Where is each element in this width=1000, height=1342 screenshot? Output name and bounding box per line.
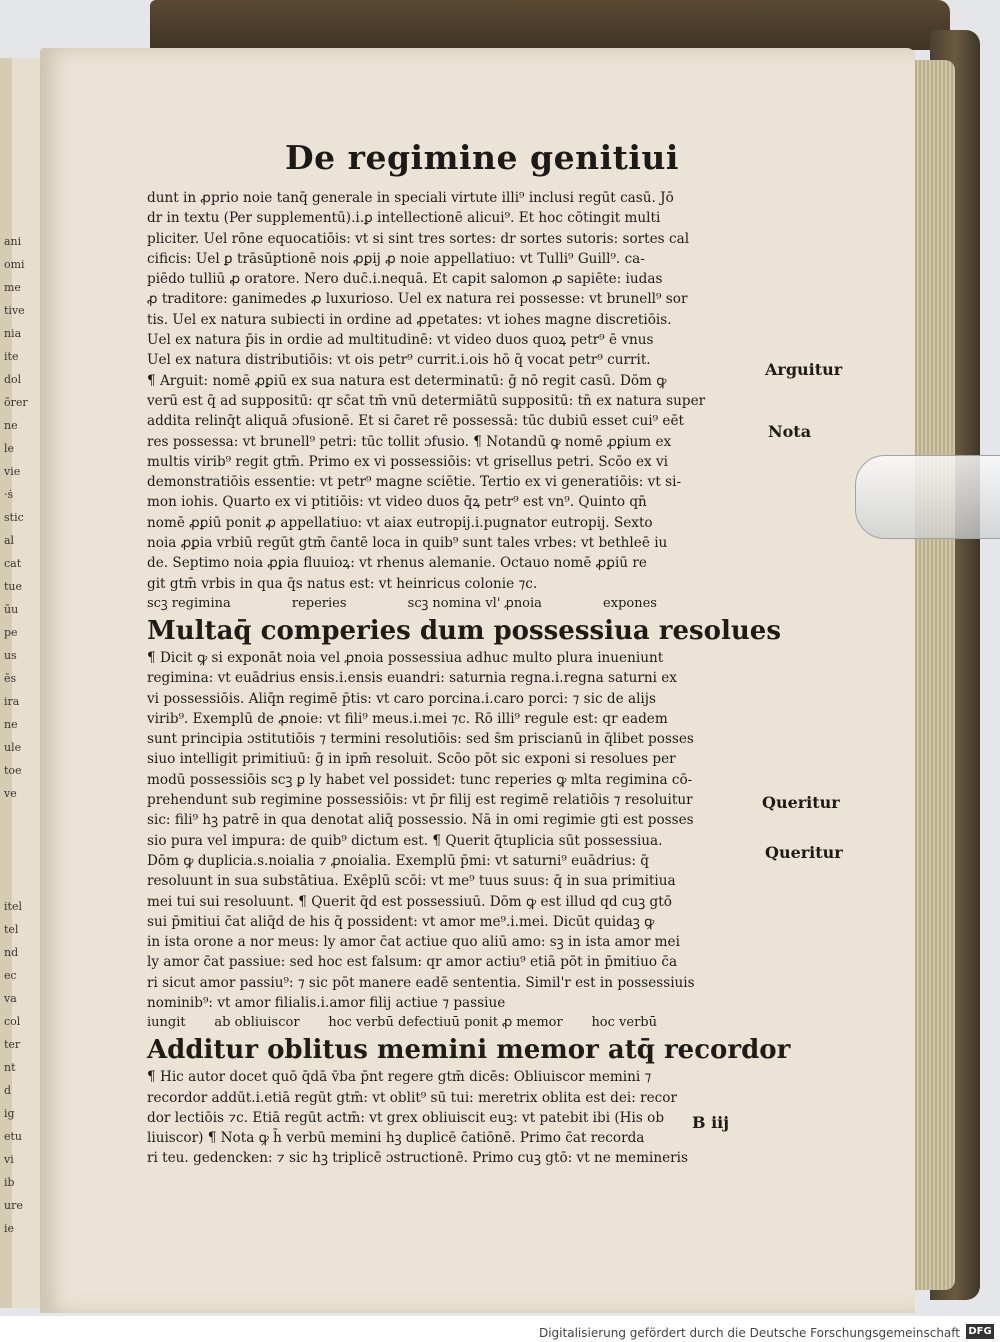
text-line: modū possessiōis scꝫ ꝑ ly habet vel possidet: tunc reperies ꝙ mlta regimina cō- — [147, 771, 693, 788]
text-line: noia ꝓꝑia vrbiū regūt gtm̄ c̄antē loca in quib⁹ sunt tales vrbes: vt bethleē iu — [147, 535, 668, 552]
left-page-fragment: ēs — [4, 672, 17, 685]
text-line: nominib⁹: vt amor filialis.i.amor filij actiue ⁊ passiue — [147, 994, 506, 1011]
left-page-fragment: ōrer — [4, 396, 28, 409]
text-line: mon iohis. Quarto ex vi ptitiōis: vt video duos q̄ꝝ petr⁹ est vn⁹. Quinto qn̄ — [147, 494, 647, 511]
left-page-fragment: tel — [4, 923, 19, 936]
left-page-fragment: ie — [4, 1222, 15, 1235]
left-page-fragment: itel — [4, 900, 22, 913]
signature-mark: B iij — [692, 1113, 730, 1132]
left-page-fragment: toe — [4, 764, 22, 777]
text-line: Dōm ꝙ duplicia.s.noialia ⁊ ꝓnoialia. Exemplū p̄mi: vt saturni⁹ euādrius: q̄ — [147, 852, 649, 869]
commentary-block-2 — [147, 648, 767, 1013]
text-line: sio pura vel impura: de quib⁹ dictum est. ¶ Querit q̄tuplicia sūt possessiua. — [147, 832, 663, 849]
left-page-fragment: ule — [4, 741, 22, 754]
text-line: de. Septimo noia ꝓꝑia fluuioꝝ: vt rhenus alemanie. Octauo nomē ꝓꝑiū re — [147, 555, 647, 572]
gloss-word: expones — [603, 595, 657, 611]
left-page-fragment: ec — [4, 969, 17, 982]
left-page-fragment: d — [4, 1084, 12, 1097]
text-line: ꝓ traditore: ganimedes ꝓ luxurioso. Uel ex natura rei possesse: vt brunell⁹ sor — [147, 291, 688, 308]
left-page-fragment: ig — [4, 1107, 15, 1120]
left-page-fragment: ne — [4, 419, 18, 432]
text-line: ¶ Arguit: nomē ꝓꝑiū ex sua natura est determinatū: ḡ nō regit casū. Dōm ꝙ — [147, 372, 667, 389]
left-page-fragment: tue — [4, 580, 23, 593]
text-line: recordor addūt.i.etiā regūt gtm̄: vt oblit⁹ sū tui: meretrix oblita est dei: recor — [147, 1089, 677, 1106]
left-page-fragment: omi — [4, 258, 25, 271]
gloss-word: ab obliuiscor — [214, 1015, 300, 1031]
text-line: ¶ Hic autor docet quō q̄dā v̄ba p̄nt regere gtm̄ dicēs: Obliuiscor memini ⁊ — [147, 1069, 652, 1086]
text-line: regimina: vt euādrius ensis.i.ensis euandri: saturnia regna.i.regna saturni ex — [147, 670, 677, 687]
text-line: Uel ex natura p̄is in ordie ad multitudinē: vt video duos quoꝝ petr⁹ ē vnus — [147, 332, 654, 349]
text-line: prehendunt sub regimine possessiōis: vt p̄r filij est regimē relatiōis ⁊ resoluitur — [147, 792, 693, 809]
left-page-fragment: ve — [4, 787, 17, 800]
left-page-fragment: al — [4, 534, 15, 547]
text-line: res possessa: vt brunell⁹ petri: tūc tollit ɔfusio. ¶ Notandū ꝙ nomē ꝓꝑium ex — [147, 433, 672, 450]
left-page-fragment: ure — [4, 1199, 23, 1212]
text-line: sui p̄mitiui c̄at aliq̄d de his q̄ possident: vt amor me⁹.i.mei. Dicūt quidaꝫ ꝙ — [147, 913, 655, 930]
dfg-logo: DFG — [966, 1324, 994, 1339]
interlinear-gloss-1 — [147, 594, 767, 614]
left-page-fragments-bottom — [4, 895, 34, 1240]
left-page-fragment: col — [4, 1015, 21, 1028]
marginal-note-queritur-1: Queritur — [762, 793, 840, 812]
text-line: sic: fili⁹ hꝫ patrē in qua denotat aliq̄ possessio. Nā in omi regimie gti est posses — [147, 812, 694, 829]
gloss-word: iungit — [147, 1015, 186, 1031]
left-page-fragment: ne — [4, 718, 18, 731]
text-line: liuiscor) ¶ Nota ꝙ h̄ verbū memini hꝫ duplicē c̄atiōnē. Primo c̄at recorda — [147, 1130, 645, 1147]
main-text-block — [147, 188, 791, 1169]
text-line: in ista orone a nor meus: ly amor c̄at actiue quo aliū amo: sꝫ in ista amor mei — [147, 934, 680, 951]
text-line: verū est q̄ ad suppositū: qr sc̄at tm̄ vnū determiātū suppositū: tn̄ ex natura super — [147, 392, 706, 409]
gloss-word: reperies — [291, 595, 347, 611]
left-page-fragment: nd — [4, 946, 19, 959]
left-page-fragment: nia — [4, 327, 22, 340]
book-binding-top — [150, 0, 950, 50]
text-line: Uel ex natura distributiōis: vt ois petr⁹ currit.i.ois hō q̄ vocat petr⁹ currit. — [147, 352, 651, 369]
text-line: ri sicut amor passiu⁹: ⁊ sic pōt manere eadē sententia. Simil'r est in possessiuis — [147, 974, 695, 991]
text-line: dor lectiōis ⁊c. Etiā regūt actm̄: vt grex obliuiscit euꝫ: vt patebit ibi (His ob — [147, 1109, 665, 1126]
text-line: ly amor c̄at passiue: sed hoc est falsum: qr amor actiu⁹ etiā pōt in p̄mitiuo c̄a — [147, 954, 678, 971]
verse-line-1: Multaq̄ comperies dum possessiua resolues — [147, 615, 781, 646]
marginal-note-nota: Nota — [768, 422, 812, 441]
text-line: nomē ꝓꝑiū ponit ꝓ appellatiuo: vt aiax eutropij.i.pugnator eutropij. Sexto — [147, 514, 653, 531]
gloss-word: hoc verbū defectiuū ponit ꝓ memor — [328, 1015, 563, 1031]
text-line: cificis: Uel ꝑ trāsūptionē nois ꝓꝑij ꝓ noie appellatiuo: vt Tulli⁹ Guill⁹. ca- — [147, 250, 645, 267]
text-line: virib⁹. Exemplū de ꝓnoie: vt fili⁹ meus.i.mei ⁊c. Rō illi⁹ regule est: qr eadem — [147, 710, 668, 727]
glass-page-holder — [855, 455, 1000, 539]
text-line: siuo intelligit primitiuū: ḡ in ipm̄ resoluit. Scōo pōt sic exponi si resolues per — [147, 751, 676, 768]
gloss-word: hoc verbū — [591, 1015, 657, 1031]
left-page-fragment: us — [4, 649, 17, 662]
gloss-word: scꝫ regimina — [147, 595, 231, 611]
left-page-fragment: tive — [4, 304, 25, 317]
commentary-block-1 — [147, 188, 767, 594]
footer-credit: Digitalisierung gefördert durch die Deutsche Forschungsgemeinschaft — [538, 1326, 960, 1340]
left-page-fragment: etu — [4, 1130, 23, 1143]
text-line: piēdo tulliū ꝓ oratore. Nero duc̄.i.nequā. Et capit salomon ꝓ sapiēte: iudas — [147, 271, 663, 288]
left-page-fragment: ūu — [4, 603, 19, 616]
text-line: demonstratiōis essentie: vt petr⁹ magne sciētie. Tertio ex vi generatiōis: vt si- — [147, 474, 682, 491]
text-line: dr in textu (Per supplementū).i.ꝑ intellectionē alicui⁹. Et hoc cōtingit multi — [147, 210, 661, 227]
gloss-word: scꝫ nomina vl' ꝓnoia — [407, 595, 542, 611]
text-line: vi possessiōis. Aliq̄n regimē p̄tis: vt caro porcina.i.caro porci: ⁊ sic de alijs — [147, 690, 656, 707]
text-line: pliciter. Uel rōne equocatiōis: vt si sint tres sortes: dr sortes sutoris: sortes cal — [147, 230, 690, 247]
text-line: dunt in ꝓprio noie tanq̄ generale in speciali virtute illi⁹ inclusi regūt casū. Jō — [147, 190, 674, 206]
left-page-fragment: le — [4, 442, 15, 455]
left-page-fragment: dol — [4, 373, 22, 386]
verse-line-2: Additur oblitus memini memor atq̄ recordor — [147, 1035, 791, 1066]
text-line: ¶ Dicit ꝙ si exponāt noia vel ꝓnoia possessiua adhuc multo plura inueniunt — [147, 649, 664, 666]
page-title: De regimine genitiui — [285, 138, 679, 177]
text-line: multis virib⁹ regit gtm̄. Primo ex vi possessiōis: vt grisellus petri. Scōo ex vi — [147, 453, 669, 470]
text-line: mei tui sui resoluunt. ¶ Querit q̄d est possessiuū. Dōm ꝙ est illud qd cuꝫ gtō — [147, 893, 672, 910]
text-line: resoluunt in sua substātiua. Exēplū scōi: vt me⁹ tuus suus: q̄ in sua primitiua — [147, 873, 676, 890]
text-line: addita relinq̄t aliquā ɔfusionē. Et si c̄aret rē possessā: tūc dubiū esset cui⁹ eēt — [147, 413, 684, 430]
marginal-note-arguitur: Arguitur — [765, 360, 843, 379]
left-page-fragment: va — [4, 992, 17, 1005]
left-page-fragment: cat — [4, 557, 22, 570]
left-page-fragment: ib — [4, 1176, 15, 1189]
text-line: sunt principia ɔstitutiōis ⁊ termini resolutiōis: sed s̄m priscianū in q̄libet posses — [147, 731, 694, 748]
commentary-block-3 — [147, 1067, 767, 1168]
interlinear-gloss-2 — [147, 1013, 767, 1033]
left-page-fragments-top — [4, 230, 34, 805]
left-page-fragment: pe — [4, 626, 18, 639]
text-line: tis. Uel ex natura subiecti in ordine ad ꝓpetates: vt iohes magne discretiōis. — [147, 311, 672, 328]
left-page-fragment: vie — [4, 465, 21, 478]
left-page-fragment: ani — [4, 235, 22, 248]
left-page-fragment: stic — [4, 511, 24, 524]
text-line: ri teu. gedencken: ⁊ sic hꝫ triplicē ɔstructionē. Primo cuꝫ gtō: vt ne memineris — [147, 1150, 688, 1167]
left-page-fragment: ira — [4, 695, 20, 708]
marginal-note-queritur-2: Queritur — [765, 843, 843, 862]
left-page-fragment: vi — [4, 1153, 14, 1166]
left-page-fragment: nt — [4, 1061, 16, 1074]
text-line: git gtm̄ vrbis in qua q̄s natus est: vt heinricus colonie ⁊c. — [147, 575, 538, 592]
left-page-fragment: ·ṡ — [4, 488, 14, 501]
left-page-fragment: ite — [4, 350, 19, 363]
left-page-fragment: me — [4, 281, 21, 294]
left-page-fragment: ter — [4, 1038, 21, 1051]
